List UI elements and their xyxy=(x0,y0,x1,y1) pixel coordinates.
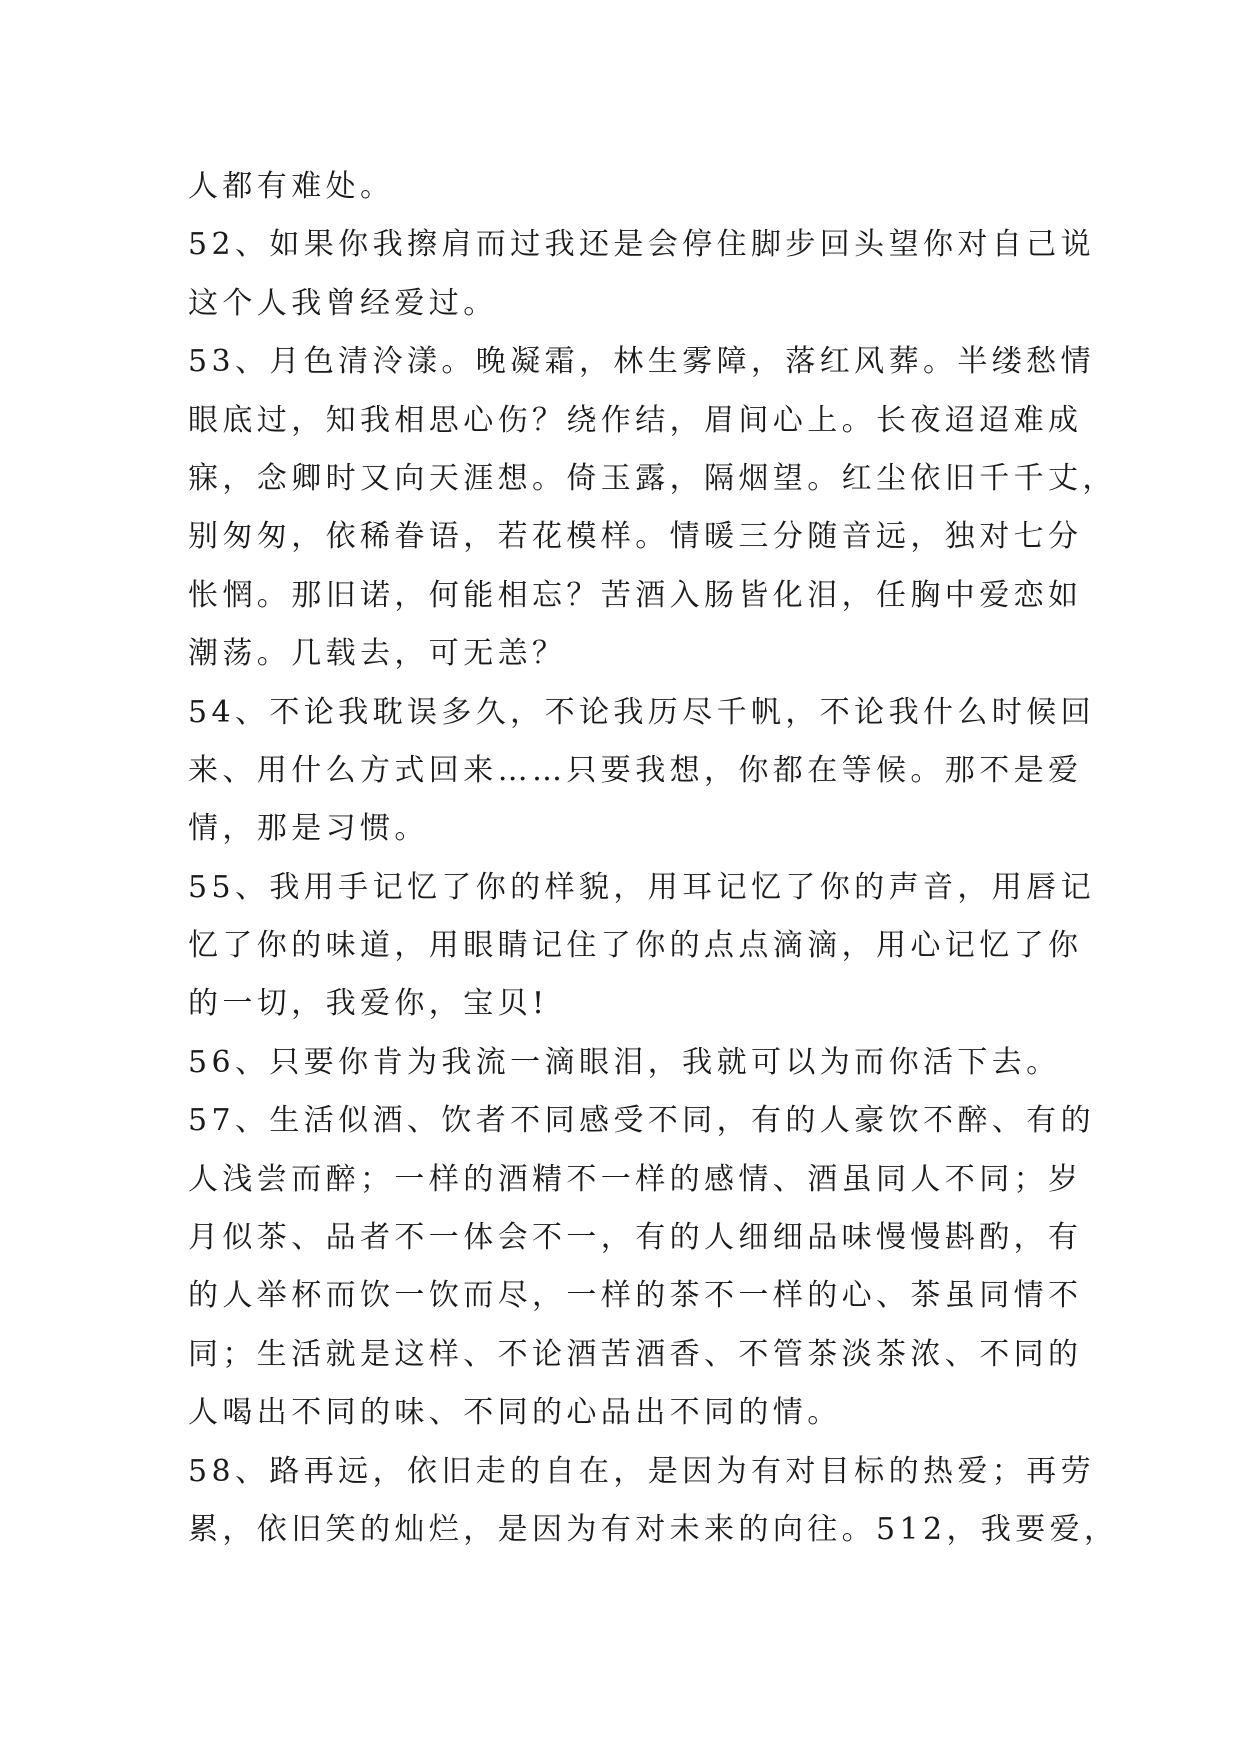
text-line: 57、生活似酒、饮者不同感受不同，有的人豪饮不醉、有的 xyxy=(188,1103,1095,1139)
text-line: 寐，念卿时又向天涯想。倚玉露，隔烟望。红尘依旧千千丈， xyxy=(188,460,1117,496)
text-line: 55、我用手记忆了你的样貌，用耳记忆了你的声音，用唇记 xyxy=(188,869,1095,905)
text-line: 来、用什么方式回来……只要我想，你都在等候。那不是爱 xyxy=(188,752,1083,788)
text-line: 这个人我曾经爱过。 xyxy=(188,285,498,321)
text-line: 别匆匆，依稀眷语，若花模样。情暖三分随音远，独对七分 xyxy=(188,519,1083,555)
text-line: 人喝出不同的味、不同的心品出不同的情。 xyxy=(188,1395,842,1431)
text-line: 52、如果你我擦肩而过我还是会停住脚步回头望你对自己说 xyxy=(188,227,1095,263)
text-line: 人都有难处。 xyxy=(188,169,395,204)
text-line: 的人举杯而饮一饮而尽，一样的茶不一样的心、茶虽同情不 xyxy=(188,1278,1083,1314)
text-line: 的一切，我爱你，宝贝! xyxy=(188,986,549,1022)
text-line: 54、不论我耽误多久，不论我历尽千帆，不论我什么时候回 xyxy=(188,694,1095,730)
text-line: 58、路再远，依旧走的自在，是因为有对目标的热爱；再劳 xyxy=(188,1453,1095,1489)
document-body xyxy=(188,158,1119,1559)
text-line: 眼底过，知我相思心伤？绕作结，眉间心上。长夜迢迢难成 xyxy=(188,402,1083,438)
text-line: 忆了你的味道，用眼睛记住了你的点点滴滴，用心记忆了你 xyxy=(188,928,1083,964)
text-line: 潮荡。几载去，可无恙？ xyxy=(188,636,567,672)
text-line: 情，那是习惯。 xyxy=(188,811,429,847)
text-line: 月似茶、品者不一体会不一，有的人细细品味慢慢斟酌，有 xyxy=(188,1220,1083,1256)
text-line: 同；生活就是这样、不论酒苦酒香、不管茶淡茶浓、不同的 xyxy=(188,1336,1083,1372)
text-line: 56、只要你肯为我流一滴眼泪，我就可以为而你活下去。 xyxy=(188,1044,1061,1080)
text-line: 累，依旧笑的灿烂，是因为有对未来的向往。512，我要爱， xyxy=(188,1511,1119,1547)
text-line: 53、月色清泠漾。晚凝霜，林生雾障，落红风葬。半缕愁情 xyxy=(188,344,1095,380)
text-line: 怅惘。那旧诺，何能相忘？苦酒入肠皆化泪，任胸中爱恋如 xyxy=(188,577,1083,613)
text-line: 人浅尝而醉；一样的酒精不一样的感情、酒虽同人不同；岁 xyxy=(188,1161,1083,1197)
